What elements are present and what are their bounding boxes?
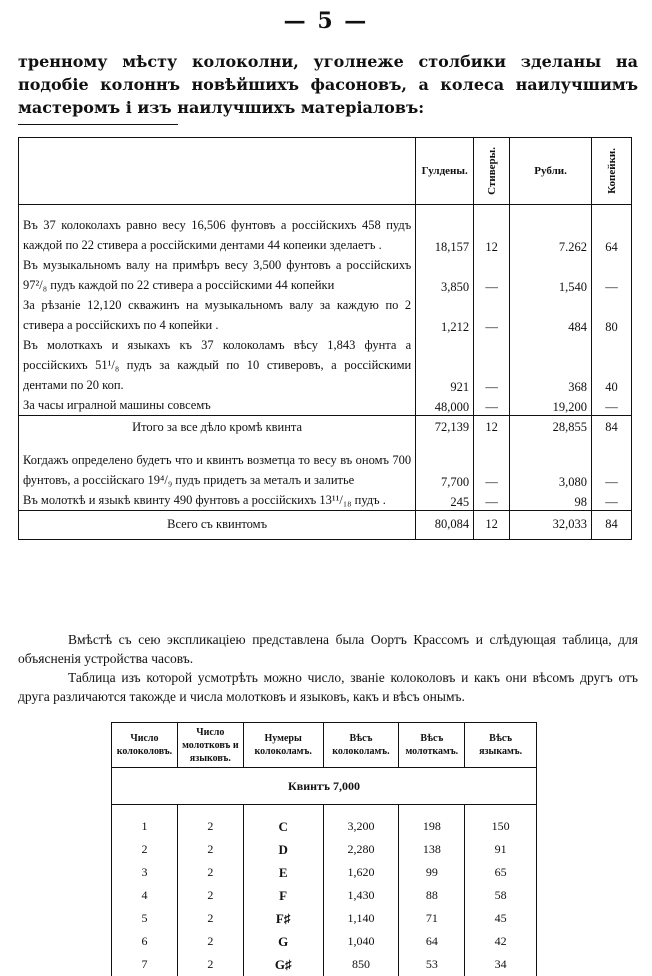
row-kopeiki: — (592, 395, 632, 416)
bell-note: G (243, 930, 323, 953)
spacer-cell (416, 440, 474, 450)
spacer-cell (510, 440, 592, 450)
explanation-paragraph: Вмѣстѣ съ сею экспликацiею представлена была Оортъ Крассомъ и слѣдующая таблица, для объясненія устройства часовъ. (18, 632, 638, 666)
bell-note: E (243, 861, 323, 884)
tongue-weight: 45 (465, 907, 537, 930)
row-stiver: 12 (474, 215, 510, 255)
row-gulden: 245 (416, 490, 474, 511)
table-row (19, 255, 632, 295)
table-row (112, 907, 537, 930)
header-bell-count: Число колоколовъ. (112, 723, 178, 768)
row-desc: Въ молоткахъ и языкахъ къ 37 колоколамъ вѣсу 1,843 фунта а россійскихъ 51¹/₈ пудъ за каждый по 10 стиверовъ, а россійскими дентами по 20 коп. (19, 335, 416, 395)
spacer-cell (19, 440, 416, 450)
bells-table-header (112, 723, 537, 768)
bell-weight: 1,140 (323, 907, 399, 930)
table-row (112, 861, 537, 884)
header-kopeiki-label: Копейки. (605, 148, 618, 194)
hammer-count: 2 (177, 861, 243, 884)
row-stiver: — (474, 255, 510, 295)
subtotal-rubli: 28,855 (510, 415, 592, 440)
row-stiver: — (474, 395, 510, 416)
spacer-cell (177, 805, 243, 816)
bell-number: 1 (112, 815, 178, 838)
header-bell-numbers: Нумеры колоколамъ. (243, 723, 323, 768)
table-row (19, 335, 632, 395)
row-desc: Въ 37 колоколахъ равно весу 16,506 фунтовъ а россійскихъ 458 пудъ каждой по 22 стивера а россійскими дентами 44 копеики зделаетъ . (19, 215, 416, 255)
table-row (19, 395, 632, 416)
intro-paragraph: тренному мѣсту колоколни, уголнеже столбики зделаны на подобіе колоннъ новѣйшихъ фасоновъ, а колеса наилучшимъ мастеромъ і изъ наилучшихъ матеріаловъ: (18, 52, 638, 117)
hammer-count: 2 (177, 930, 243, 953)
bell-weight: 1,620 (323, 861, 399, 884)
explanation-text (18, 630, 638, 706)
row-gulden: 3,850 (416, 255, 474, 295)
bell-weight: 1,040 (323, 930, 399, 953)
row-desc: За рѣзаніе 12,120 скважинъ на музыкальномъ валу за каждую по 2 стивера а россійскихъ по 4 копейки . (19, 295, 416, 335)
bell-weight: 3,200 (323, 815, 399, 838)
cost-table-header (19, 138, 632, 205)
total-stiver: 12 (474, 510, 510, 539)
subtotal-row (19, 415, 632, 440)
spacer-cell (510, 205, 592, 215)
bell-note: F (243, 884, 323, 907)
hammer-count: 2 (177, 838, 243, 861)
hammer-count: 2 (177, 953, 243, 976)
bell-note: D (243, 838, 323, 861)
table-row (112, 838, 537, 861)
spacer-row (19, 440, 632, 450)
tongue-weight: 150 (465, 815, 537, 838)
bell-weight: 2,280 (323, 838, 399, 861)
header-kopeiki (592, 138, 632, 205)
spacer-cell (399, 805, 465, 816)
row-desc: Въ музыкальномъ валу на примѣръ весу 3,500 фунтовъ а россійскихъ 97²/₈ пудъ каждой по 22 стивера а россійскими 44 копейки (19, 255, 416, 295)
row-stiver: — (474, 450, 510, 490)
table-row (112, 815, 537, 838)
row-kopeiki: — (592, 255, 632, 295)
row-rubli: 368 (510, 335, 592, 395)
spacer-cell (416, 205, 474, 215)
cost-table (18, 137, 632, 540)
row-kopeiki: — (592, 450, 632, 490)
table-row (19, 215, 632, 255)
hammer-weight: 53 (399, 953, 465, 976)
row-rubli: 1,540 (510, 255, 592, 295)
table-row (19, 450, 632, 490)
total-row (19, 510, 632, 539)
spacer-cell (112, 805, 178, 816)
row-kopeiki: — (592, 490, 632, 511)
spacer-cell (19, 205, 416, 215)
row-desc: Въ молоткѣ и языкѣ квинту 490 фунтовъ а россійскихъ 13¹¹/₁₈ пудъ . (19, 490, 416, 511)
table-row (19, 295, 632, 335)
spacer-cell (592, 205, 632, 215)
bell-number: 3 (112, 861, 178, 884)
divider (18, 124, 178, 125)
spacer-cell (592, 440, 632, 450)
subtotal-kopeiki: 84 (592, 415, 632, 440)
row-kopeiki: 64 (592, 215, 632, 255)
row-rubli: 7.262 (510, 215, 592, 255)
row-desc: Когдажъ определено будетъ что и квинтъ возметца то весу въ ономъ 700 фунтовъ, а россійскаго 19⁴/₉ пудъ придетъ за металъ и залитье (19, 450, 416, 490)
bell-note: C (243, 815, 323, 838)
hammer-weight: 88 (399, 884, 465, 907)
subtotal-stiver: 12 (474, 415, 510, 440)
hammer-count: 2 (177, 907, 243, 930)
table-row (112, 953, 537, 976)
row-gulden: 48,000 (416, 395, 474, 416)
header-stiver-label: Стиверы. (485, 147, 498, 195)
bell-weight: 1,430 (323, 884, 399, 907)
kvint-label: Квинтъ 7,000 (112, 768, 537, 805)
header-stiver (474, 138, 510, 205)
spacer-cell (465, 805, 537, 816)
header-hammer-count: Число молотковъ и языковъ. (177, 723, 243, 768)
bell-note: G♯ (243, 953, 323, 976)
table-row (112, 884, 537, 907)
header-gulden: Гулдены. (416, 138, 474, 205)
spacer-row (112, 805, 537, 816)
row-stiver: — (474, 295, 510, 335)
row-stiver: — (474, 335, 510, 395)
row-desc: За часы игралной машины совсемъ (19, 395, 416, 416)
bell-number: 4 (112, 884, 178, 907)
total-rubli: 32,033 (510, 510, 592, 539)
tongue-weight: 58 (465, 884, 537, 907)
row-stiver: — (474, 490, 510, 511)
tongue-weight: 42 (465, 930, 537, 953)
hammer-count: 2 (177, 815, 243, 838)
bell-number: 7 (112, 953, 178, 976)
bell-number: 2 (112, 838, 178, 861)
row-gulden: 921 (416, 335, 474, 395)
bell-weight: 850 (323, 953, 399, 976)
spacer-row (19, 205, 632, 215)
tongue-weight: 91 (465, 838, 537, 861)
spacer-cell (243, 805, 323, 816)
table-row (19, 490, 632, 511)
subtotal-label: Итого за все дѣло кромѣ квинта (19, 415, 416, 440)
tongue-weight: 65 (465, 861, 537, 884)
spacer-cell (474, 440, 510, 450)
header-tongue-weight: Вѣсъ языкамъ. (465, 723, 537, 768)
hammer-weight: 138 (399, 838, 465, 861)
hammer-weight: 198 (399, 815, 465, 838)
row-gulden: 1,212 (416, 295, 474, 335)
total-label: Всего съ квинтомъ (19, 510, 416, 539)
header-empty (19, 138, 416, 205)
spacer-cell (474, 205, 510, 215)
row-rubli: 19,200 (510, 395, 592, 416)
explanation-paragraph: Таблица изъ которой усмотрѣть можно число, званіе колоколовъ и какъ они вѣсомъ другъ отъ друга различаются такожде и числа молотковъ и языковъ, какъ и вѣсъ онымъ. (18, 670, 638, 704)
row-kopeiki: 40 (592, 335, 632, 395)
total-kopeiki: 84 (592, 510, 632, 539)
bell-number: 6 (112, 930, 178, 953)
hammer-weight: 64 (399, 930, 465, 953)
tongue-weight: 34 (465, 953, 537, 976)
subtotal-gulden: 72,139 (416, 415, 474, 440)
bell-number: 5 (112, 907, 178, 930)
header-bell-weight: Вѣсъ колоколамъ. (323, 723, 399, 768)
row-rubli: 98 (510, 490, 592, 511)
header-rubli: Рубли. (510, 138, 592, 205)
row-rubli: 3,080 (510, 450, 592, 490)
row-kopeiki: 80 (592, 295, 632, 335)
spacer-cell (323, 805, 399, 816)
header-hammer-weight: Вѣсъ молоткамъ. (399, 723, 465, 768)
row-gulden: 18,157 (416, 215, 474, 255)
total-gulden: 80,084 (416, 510, 474, 539)
bells-table (111, 722, 537, 976)
hammer-weight: 71 (399, 907, 465, 930)
row-rubli: 484 (510, 295, 592, 335)
page-number: — 5 — (283, 8, 369, 34)
row-gulden: 7,700 (416, 450, 474, 490)
table-row (112, 930, 537, 953)
hammer-weight: 99 (399, 861, 465, 884)
bell-note: F♯ (243, 907, 323, 930)
kvint-row (112, 768, 537, 805)
hammer-count: 2 (177, 884, 243, 907)
